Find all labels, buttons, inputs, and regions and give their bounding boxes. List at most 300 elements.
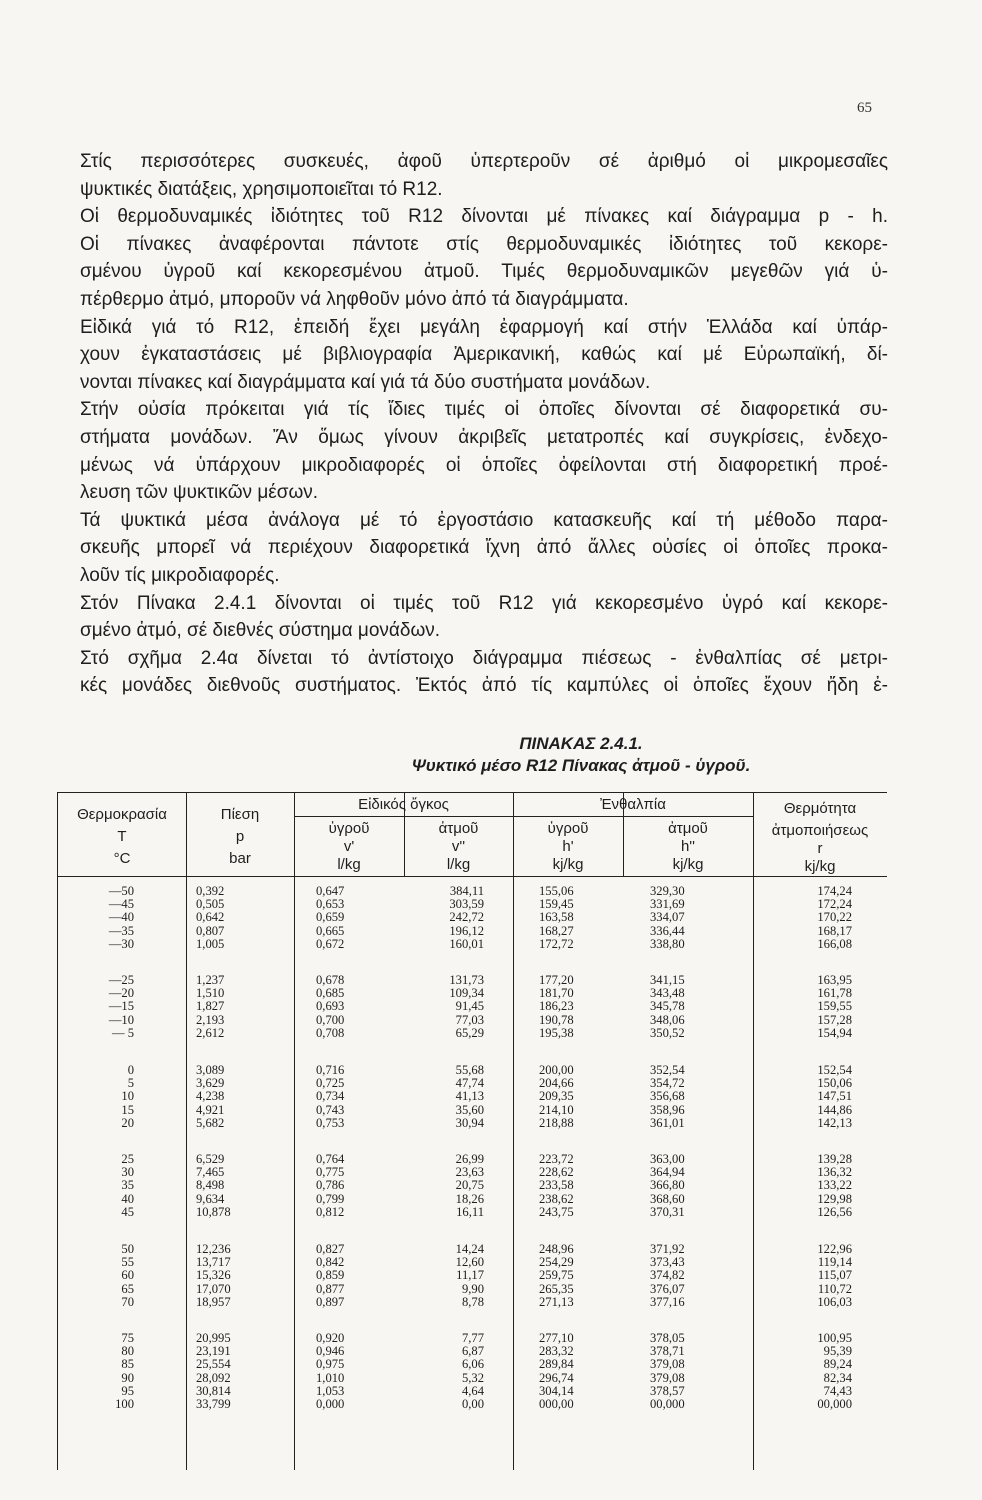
latent-heat-cell: 174,24 <box>817 884 852 898</box>
enthalpy-vapor-cell: 336,44 <box>650 923 685 938</box>
temp-column <box>78 1064 134 1130</box>
volume-liquid-cell: 0,659 <box>316 910 345 925</box>
temp-cell: 70 <box>121 1294 134 1309</box>
header-temp-label: Θερμοκρασία <box>77 806 167 823</box>
text-line: Εἰδικά γιά τό R12, ἐπειδή ἔχει μεγάλη ἐφαρμογή καί στήν Ἑλλάδα καί ὑπάρ- <box>80 316 888 338</box>
column-divider <box>753 792 754 1470</box>
enthalpy-vapor-cell: 378,71 <box>650 1344 685 1359</box>
pressure-cell: 18,957 <box>196 1294 231 1309</box>
enthalpy-liquid-cell: 289,84 <box>539 1357 574 1372</box>
text-line: Τά ψυκτικά μέσα ἀνάλογα μέ τό ἐργοστάσιο κατασκευῆς καί τή μέθοδο παρα- <box>80 509 888 531</box>
header-enthalpy-vapor-symbol: h'' <box>680 838 696 855</box>
volume-vapor-cell: 7,77 <box>461 1331 484 1345</box>
pressure-cell: 20,995 <box>196 1331 231 1345</box>
latent-heat-cell: 139,28 <box>817 1152 852 1166</box>
enthalpy-vapor-cell: 334,07 <box>650 910 685 925</box>
pressure-cell: 28,092 <box>196 1370 231 1385</box>
volume-liquid-cell: 0,693 <box>316 999 345 1014</box>
enthalpy-vapor-column <box>650 1243 710 1309</box>
pressure-cell: 0,392 <box>196 884 225 898</box>
header-temp-unit: °C <box>113 850 131 867</box>
temp-cell: 75 <box>121 1331 134 1345</box>
pressure-cell: 1,827 <box>196 999 225 1014</box>
latent-heat-cell: 154,94 <box>817 1025 852 1040</box>
volume-liquid-column <box>316 1332 396 1411</box>
pressure-cell: 4,238 <box>196 1089 225 1104</box>
volume-liquid-cell: 0,725 <box>316 1076 345 1091</box>
latent-heat-column <box>772 974 852 1040</box>
volume-liquid-cell: 0,975 <box>316 1357 345 1372</box>
volume-liquid-cell: 0,743 <box>316 1102 345 1117</box>
temp-cell: —10 <box>108 1012 134 1027</box>
volume-vapor-cell: 5,32 <box>461 1370 484 1385</box>
temp-cell: 55 <box>121 1255 134 1270</box>
pressure-cell: 33,799 <box>196 1396 231 1411</box>
volume-liquid-cell: 0,946 <box>316 1344 345 1359</box>
volume-vapor-cell: 23,63 <box>455 1165 484 1180</box>
enthalpy-liquid-cell: 243,75 <box>539 1204 574 1219</box>
enthalpy-vapor-cell: 361,01 <box>650 1115 685 1130</box>
enthalpy-liquid-column <box>539 1243 599 1309</box>
volume-vapor-column <box>408 885 484 951</box>
volume-vapor-cell: 303,59 <box>449 897 484 912</box>
latent-heat-cell: 129,98 <box>817 1191 852 1206</box>
enthalpy-liquid-cell: 186,23 <box>539 999 574 1014</box>
latent-heat-cell: 172,24 <box>817 897 852 912</box>
volume-vapor-cell: 242,72 <box>449 910 484 925</box>
temp-cell: —50 <box>108 884 134 898</box>
enthalpy-liquid-column <box>539 1153 599 1219</box>
latent-heat-cell: 115,07 <box>817 1268 852 1283</box>
enthalpy-vapor-cell: 379,08 <box>650 1357 685 1372</box>
temp-cell: 0 <box>127 1063 134 1077</box>
pressure-cell: 0,807 <box>196 923 225 938</box>
pressure-cell: 3,629 <box>196 1076 225 1091</box>
volume-liquid-cell: 0,716 <box>316 1063 345 1077</box>
volume-liquid-cell: 0,812 <box>316 1204 345 1219</box>
page-number: 65 <box>857 100 872 116</box>
enthalpy-vapor-cell: 341,15 <box>650 973 685 987</box>
volume-vapor-cell: 6,06 <box>461 1357 484 1372</box>
latent-heat-cell: 170,22 <box>817 910 852 925</box>
enthalpy-vapor-cell: 356,68 <box>650 1089 685 1104</box>
latent-heat-cell: 122,96 <box>817 1242 852 1256</box>
enthalpy-liquid-cell: 214,10 <box>539 1102 574 1117</box>
volume-liquid-column <box>316 1243 396 1309</box>
pressure-cell: 5,682 <box>196 1115 225 1130</box>
column-divider <box>513 792 514 1470</box>
enthalpy-vapor-column <box>650 1332 710 1411</box>
enthalpy-vapor-cell: 364,94 <box>650 1165 685 1180</box>
enthalpy-liquid-cell: 190,78 <box>539 1012 574 1027</box>
volume-vapor-cell: 35,60 <box>455 1102 484 1117</box>
latent-heat-cell: 163,95 <box>817 973 852 987</box>
latent-heat-column <box>772 1243 852 1309</box>
text-line: κές μονάδες διεθνοῦς συστήματος. Ἐκτός ἀπό τίς καμπύλες οἱ ὁποῖες ἔχουν ἤδη ἐ- <box>80 675 888 697</box>
enthalpy-vapor-cell: 348,06 <box>650 1012 685 1027</box>
header-enthalpy-group: Ἐνθαλπία <box>600 796 666 813</box>
latent-heat-column <box>772 1332 852 1411</box>
pressure-cell: 4,921 <box>196 1102 225 1117</box>
latent-heat-cell: 144,86 <box>817 1102 852 1117</box>
volume-vapor-cell: 384,11 <box>449 884 484 898</box>
volume-liquid-cell: 0,678 <box>316 973 345 987</box>
temp-cell: 65 <box>121 1281 134 1296</box>
header-volume-vapor-unit: l/kg <box>446 856 471 873</box>
temp-cell: —15 <box>108 999 134 1014</box>
enthalpy-liquid-cell: 200,00 <box>539 1063 574 1077</box>
volume-liquid-cell: 0,647 <box>316 884 345 898</box>
temp-cell: 30 <box>121 1165 134 1180</box>
pressure-cell: 1,005 <box>196 936 225 951</box>
latent-heat-cell: 152,54 <box>817 1063 852 1077</box>
volume-vapor-column <box>408 1243 484 1309</box>
column-divider <box>294 792 295 1470</box>
enthalpy-liquid-cell: 283,32 <box>539 1344 574 1359</box>
table-subtitle: Ψυκτικό μέσο R12 Πίνακας ἀτμοῦ - ὑγροῦ. <box>411 756 751 775</box>
latent-heat-cell: 150,06 <box>817 1076 852 1091</box>
temp-cell: —30 <box>108 936 134 951</box>
latent-heat-cell: 00,000 <box>817 1396 852 1411</box>
text-line: πέρθερμο ἀτμό, μποροῦν νά ληφθοῦν μόνο ἀπό τά διαγράμματα. <box>80 288 629 310</box>
latent-heat-cell: 147,51 <box>817 1089 852 1104</box>
volume-liquid-cell: 0,753 <box>316 1115 345 1130</box>
enthalpy-liquid-cell: 155,06 <box>539 884 574 898</box>
volume-vapor-cell: 9,90 <box>461 1281 484 1296</box>
enthalpy-liquid-cell: 265,35 <box>539 1281 574 1296</box>
enthalpy-vapor-column <box>650 1064 710 1130</box>
enthalpy-vapor-cell: 371,92 <box>650 1242 685 1256</box>
pressure-column <box>196 1064 271 1130</box>
volume-liquid-cell: 0,786 <box>316 1178 345 1193</box>
enthalpy-liquid-column <box>539 974 599 1040</box>
volume-vapor-cell: 8,78 <box>461 1294 484 1309</box>
latent-heat-cell: 133,22 <box>817 1178 852 1193</box>
header-latent-label: Θερμότητα <box>783 800 857 817</box>
pressure-column <box>196 1243 271 1309</box>
volume-liquid-cell: 0,653 <box>316 897 345 912</box>
latent-heat-cell: 95,39 <box>823 1344 852 1359</box>
pressure-cell: 1,237 <box>196 973 225 987</box>
pressure-column <box>196 1153 271 1219</box>
volume-liquid-cell: 0,799 <box>316 1191 345 1206</box>
enthalpy-vapor-cell: 363,00 <box>650 1152 685 1166</box>
latent-heat-cell: 126,56 <box>817 1204 852 1219</box>
enthalpy-vapor-column <box>650 974 710 1040</box>
header-volume-group: Εἰδικός ὄγκος <box>358 796 449 813</box>
header-enthalpy-liquid-symbol: h' <box>562 838 574 855</box>
enthalpy-vapor-cell: 329,30 <box>650 884 685 898</box>
volume-liquid-column <box>316 974 396 1040</box>
enthalpy-vapor-cell: 358,96 <box>650 1102 685 1117</box>
enthalpy-liquid-cell: 254,29 <box>539 1255 574 1270</box>
pressure-cell: 7,465 <box>196 1165 225 1180</box>
pressure-cell: 17,070 <box>196 1281 231 1296</box>
temp-cell: 15 <box>121 1102 134 1117</box>
volume-vapor-column <box>408 1332 484 1411</box>
pressure-cell: 2,612 <box>196 1025 225 1040</box>
temp-column <box>78 885 134 951</box>
text-line: μένως νά ὑπάρχουν μικροδιαφορές οἱ ὁποῖες ὀφείλονται στή διαφορετική προέ- <box>80 454 888 476</box>
enthalpy-liquid-cell: 209,35 <box>539 1089 574 1104</box>
header-pressure-unit: bar <box>229 850 251 867</box>
text-line: λοῦν τίς μικροδιαφορές. <box>80 564 280 586</box>
enthalpy-liquid-cell: 159,45 <box>539 897 574 912</box>
header-volume-liquid-symbol: v' <box>343 838 355 855</box>
volume-vapor-cell: 131,73 <box>449 973 484 987</box>
volume-vapor-cell: 20,75 <box>455 1178 484 1193</box>
text-line: σμένου ὑγροῦ καί κεκορεσμένου ἀτμοῦ. Τιμές θερμοδυναμικῶν μεγεθῶν γιά ὑ- <box>80 261 888 283</box>
volume-vapor-column <box>408 974 484 1040</box>
volume-liquid-cell: 0,000 <box>316 1396 345 1411</box>
text-line: Στόν Πίνακα 2.4.1 δίνονται οἱ τιμές τοῦ R12 γιά κεκορεσμένο ὑγρό καί κεκορε- <box>80 592 888 614</box>
text-line: Στίς περισσότερες συσκευές, ἀφοῦ ὑπερτεροῦν σέ ἀριθμό οἱ μικρομεσαῖες <box>80 151 888 172</box>
enthalpy-liquid-cell: 181,70 <box>539 986 574 1001</box>
pressure-column <box>196 885 271 951</box>
enthalpy-vapor-cell: 379,08 <box>650 1370 685 1385</box>
temp-cell: —25 <box>108 973 134 987</box>
enthalpy-liquid-cell: 238,62 <box>539 1191 574 1206</box>
header-latent-label-2: ἀτμοποιήσεως <box>771 822 869 839</box>
volume-liquid-cell: 0,859 <box>316 1268 345 1283</box>
temp-cell: 95 <box>121 1383 134 1398</box>
volume-vapor-cell: 4,64 <box>461 1383 484 1398</box>
volume-liquid-cell: 0,665 <box>316 923 345 938</box>
header-enthalpy-vapor-unit: kj/kg <box>672 856 704 873</box>
text-line: Οἱ πίνακες ἀναφέρονται πάντοτε στίς θερμοδυναμικές ἰδιότητες τοῦ κεκορε- <box>80 233 888 255</box>
volume-vapor-cell: 77,03 <box>455 1012 484 1027</box>
enthalpy-vapor-cell: 368,60 <box>650 1191 685 1206</box>
table-title: ΠΙΝΑΚΑΣ 2.4.1. <box>519 734 643 753</box>
text-line: στήματα μονάδων. Ἄν ὅμως γίνουν ἀκριβεῖς μετατροπές καί συγκρίσεις, ἐνδεχο- <box>80 426 888 448</box>
enthalpy-vapor-cell: 343,48 <box>650 986 685 1001</box>
volume-liquid-cell: 0,700 <box>316 1012 345 1027</box>
enthalpy-liquid-cell: 248,96 <box>539 1242 574 1256</box>
volume-vapor-cell: 91,45 <box>455 999 484 1014</box>
enthalpy-liquid-column <box>539 1064 599 1130</box>
text-line: λευση τῶν ψυκτικῶν μέσων. <box>80 482 319 504</box>
volume-vapor-cell: 18,26 <box>455 1191 484 1206</box>
enthalpy-vapor-cell: 345,78 <box>650 999 685 1014</box>
pressure-cell: 10,878 <box>196 1204 231 1219</box>
header-temp-symbol: T <box>117 828 127 845</box>
pressure-column <box>196 974 271 1040</box>
pressure-cell: 12,236 <box>196 1242 231 1256</box>
pressure-cell: 0,642 <box>196 910 225 925</box>
temp-cell: 100 <box>115 1396 134 1411</box>
latent-heat-cell: 74,43 <box>823 1383 852 1398</box>
latent-heat-cell: 168,17 <box>817 923 852 938</box>
pressure-cell: 1,510 <box>196 986 225 1001</box>
volume-vapor-cell: 12,60 <box>455 1255 484 1270</box>
latent-heat-cell: 159,55 <box>817 999 852 1014</box>
volume-liquid-cell: 0,734 <box>316 1089 345 1104</box>
volume-vapor-column <box>408 1153 484 1219</box>
enthalpy-liquid-cell: 195,38 <box>539 1025 574 1040</box>
enthalpy-vapor-column <box>650 885 710 951</box>
header-pressure-symbol: p <box>235 828 245 845</box>
volume-vapor-cell: 196,12 <box>449 923 484 938</box>
temp-cell: 60 <box>121 1268 134 1283</box>
pressure-cell: 6,529 <box>196 1152 225 1166</box>
latent-heat-cell: 89,24 <box>823 1357 852 1372</box>
pressure-column <box>196 1332 271 1411</box>
pressure-cell: 0,505 <box>196 897 225 912</box>
enthalpy-liquid-cell: 259,75 <box>539 1268 574 1283</box>
volume-liquid-column <box>316 1153 396 1219</box>
pressure-cell: 3,089 <box>196 1063 225 1077</box>
enthalpy-liquid-cell: 000,00 <box>539 1396 574 1411</box>
enthalpy-liquid-cell: 304,14 <box>539 1383 574 1398</box>
enthalpy-liquid-cell: 172,72 <box>539 936 574 951</box>
header-enthalpy-liquid-label: ὑγροῦ <box>547 820 589 837</box>
volume-liquid-column <box>316 1064 396 1130</box>
enthalpy-liquid-column <box>539 1332 599 1411</box>
temp-cell: 90 <box>121 1370 134 1385</box>
header-enthalpy-vapor-label: ἀτμοῦ <box>668 820 708 837</box>
header-latent-symbol: r <box>817 840 823 857</box>
temp-column <box>78 1332 134 1411</box>
text-line: χουν ἐγκαταστάσεις μέ βιβλιογραφία Ἀμερικανική, καθώς καί μέ Εὐρωπαϊκή, δί- <box>80 344 888 366</box>
header-enthalpy-liquid-unit: kj/kg <box>552 856 584 873</box>
volume-vapor-cell: 30,94 <box>455 1115 484 1130</box>
header-volume-liquid-label: ὑγροῦ <box>328 820 370 837</box>
latent-heat-cell: 106,03 <box>817 1294 852 1309</box>
pressure-cell: 8,498 <box>196 1178 225 1193</box>
temp-column <box>78 1243 134 1309</box>
enthalpy-vapor-cell: 350,52 <box>650 1025 685 1040</box>
enthalpy-vapor-cell: 354,72 <box>650 1076 685 1091</box>
text-line: Οἱ θερμοδυναμικές ἰδιότητες τοῦ R12 δίνονται μέ πίνακες καί διάγραμμα p - h. <box>80 206 888 228</box>
text-line: ψυκτικές διατάξεις, χρησιμοποιεῖται τό R12. <box>80 178 443 200</box>
volume-liquid-cell: 0,775 <box>316 1165 345 1180</box>
volume-liquid-cell: 1,053 <box>316 1383 345 1398</box>
volume-vapor-cell: 0,00 <box>461 1396 484 1411</box>
enthalpy-liquid-cell: 204,66 <box>539 1076 574 1091</box>
enthalpy-vapor-cell: 338,80 <box>650 936 685 951</box>
temp-cell: 40 <box>121 1191 134 1206</box>
temp-cell: 85 <box>121 1357 134 1372</box>
latent-heat-cell: 110,72 <box>817 1281 852 1296</box>
enthalpy-vapor-cell: 377,16 <box>650 1294 685 1309</box>
volume-vapor-cell: 160,01 <box>449 936 484 951</box>
temp-cell: 10 <box>121 1089 134 1104</box>
enthalpy-vapor-cell: 366,80 <box>650 1178 685 1193</box>
enthalpy-vapor-cell: 00,000 <box>650 1396 685 1411</box>
text-line: Στήν οὐσία πρόκειται γιά τίς ἴδιες τιμές οἱ ὁποῖες δίνονται σέ διαφορετικά συ- <box>80 399 888 421</box>
volume-vapor-cell: 6,87 <box>461 1344 484 1359</box>
enthalpy-vapor-cell: 378,05 <box>650 1331 685 1345</box>
enthalpy-liquid-cell: 168,27 <box>539 923 574 938</box>
enthalpy-liquid-column <box>539 885 599 951</box>
temp-cell: — 5 <box>111 1025 134 1040</box>
volume-liquid-cell: 0,842 <box>316 1255 345 1270</box>
volume-liquid-cell: 0,827 <box>316 1242 345 1256</box>
column-divider <box>186 792 187 1470</box>
enthalpy-liquid-cell: 177,20 <box>539 973 574 987</box>
volume-vapor-cell: 26,99 <box>455 1152 484 1166</box>
volume-liquid-cell: 0,897 <box>316 1294 345 1309</box>
header-divider <box>294 816 753 817</box>
temp-cell: —40 <box>108 910 134 925</box>
pressure-cell: 2,193 <box>196 1012 225 1027</box>
header-latent-unit: kj/kg <box>804 858 836 875</box>
latent-heat-cell: 157,28 <box>817 1012 852 1027</box>
latent-heat-cell: 136,32 <box>817 1165 852 1180</box>
volume-vapor-cell: 14,24 <box>455 1242 484 1256</box>
header-bottom-rule <box>58 876 887 877</box>
latent-heat-cell: 100,95 <box>817 1331 852 1345</box>
header-volume-vapor-label: ἀτμοῦ <box>438 820 479 837</box>
volume-vapor-cell: 109,34 <box>449 986 484 1001</box>
latent-heat-column <box>772 1064 852 1130</box>
volume-vapor-cell: 41,13 <box>455 1089 484 1104</box>
temp-cell: —45 <box>108 897 134 912</box>
text-line: σκευῆς μπορεῖ νά περιέχουν διαφορετικά ἴχνη ἀπό ἄλλες οὐσίες οἱ ὁποῖες προκα- <box>80 537 888 559</box>
enthalpy-liquid-cell: 218,88 <box>539 1115 574 1130</box>
pressure-cell: 15,326 <box>196 1268 231 1283</box>
pressure-cell: 30,814 <box>196 1383 231 1398</box>
latent-heat-cell: 166,08 <box>817 936 852 951</box>
latent-heat-cell: 142,13 <box>817 1115 852 1130</box>
temp-cell: 50 <box>121 1242 134 1256</box>
volume-vapor-column <box>408 1064 484 1130</box>
pressure-cell: 13,717 <box>196 1255 231 1270</box>
enthalpy-liquid-cell: 277,10 <box>539 1331 574 1345</box>
volume-liquid-cell: 0,685 <box>316 986 345 1001</box>
volume-liquid-cell: 0,764 <box>316 1152 345 1166</box>
enthalpy-liquid-cell: 163,58 <box>539 910 574 925</box>
latent-heat-column <box>772 1153 852 1219</box>
enthalpy-vapor-cell: 373,43 <box>650 1255 685 1270</box>
pressure-cell: 25,554 <box>196 1357 231 1372</box>
volume-vapor-cell: 55,68 <box>455 1063 484 1077</box>
volume-vapor-cell: 65,29 <box>455 1025 484 1040</box>
text-line: νονται πίνακες καί διαγράμματα καί γιά τά δύο συστήματα μονάδων. <box>80 371 651 393</box>
volume-liquid-cell: 0,708 <box>316 1025 345 1040</box>
enthalpy-vapor-cell: 331,69 <box>650 897 685 912</box>
text-line: σμένο ἀτμό, σέ διεθνές σύστημα μονάδων. <box>80 620 441 642</box>
volume-liquid-cell: 0,920 <box>316 1331 345 1345</box>
enthalpy-liquid-cell: 296,74 <box>539 1370 574 1385</box>
enthalpy-vapor-cell: 374,82 <box>650 1268 685 1283</box>
volume-liquid-cell: 1,010 <box>316 1370 345 1385</box>
temp-cell: —35 <box>108 923 134 938</box>
latent-heat-cell: 119,14 <box>817 1255 852 1270</box>
temp-cell: 35 <box>121 1178 134 1193</box>
enthalpy-liquid-cell: 233,58 <box>539 1178 574 1193</box>
latent-heat-column <box>772 885 852 951</box>
enthalpy-liquid-cell: 271,13 <box>539 1294 574 1309</box>
volume-vapor-cell: 47,74 <box>455 1076 484 1091</box>
enthalpy-vapor-cell: 378,57 <box>650 1383 685 1398</box>
volume-liquid-cell: 0,877 <box>316 1281 345 1296</box>
temp-cell: 20 <box>121 1115 134 1130</box>
enthalpy-vapor-cell: 376,07 <box>650 1281 685 1296</box>
temp-column <box>78 1153 134 1219</box>
volume-vapor-cell: 11,17 <box>456 1268 484 1283</box>
text-line: Στό σχῆμα 2.4α δίνεται τό ἀντίστοιχο διάγραμμα πιέσεως - ἐνθαλπίας σέ μετρι- <box>80 647 888 669</box>
volume-vapor-cell: 16,11 <box>456 1204 484 1219</box>
temp-column <box>78 974 134 1040</box>
enthalpy-vapor-column <box>650 1153 710 1219</box>
pressure-cell: 23,191 <box>196 1344 231 1359</box>
header-pressure-label: Πίεση <box>220 806 260 823</box>
latent-heat-cell: 161,78 <box>817 986 852 1001</box>
temp-cell: 5 <box>127 1076 134 1091</box>
enthalpy-vapor-cell: 370,31 <box>650 1204 685 1219</box>
temp-cell: 80 <box>121 1344 134 1359</box>
